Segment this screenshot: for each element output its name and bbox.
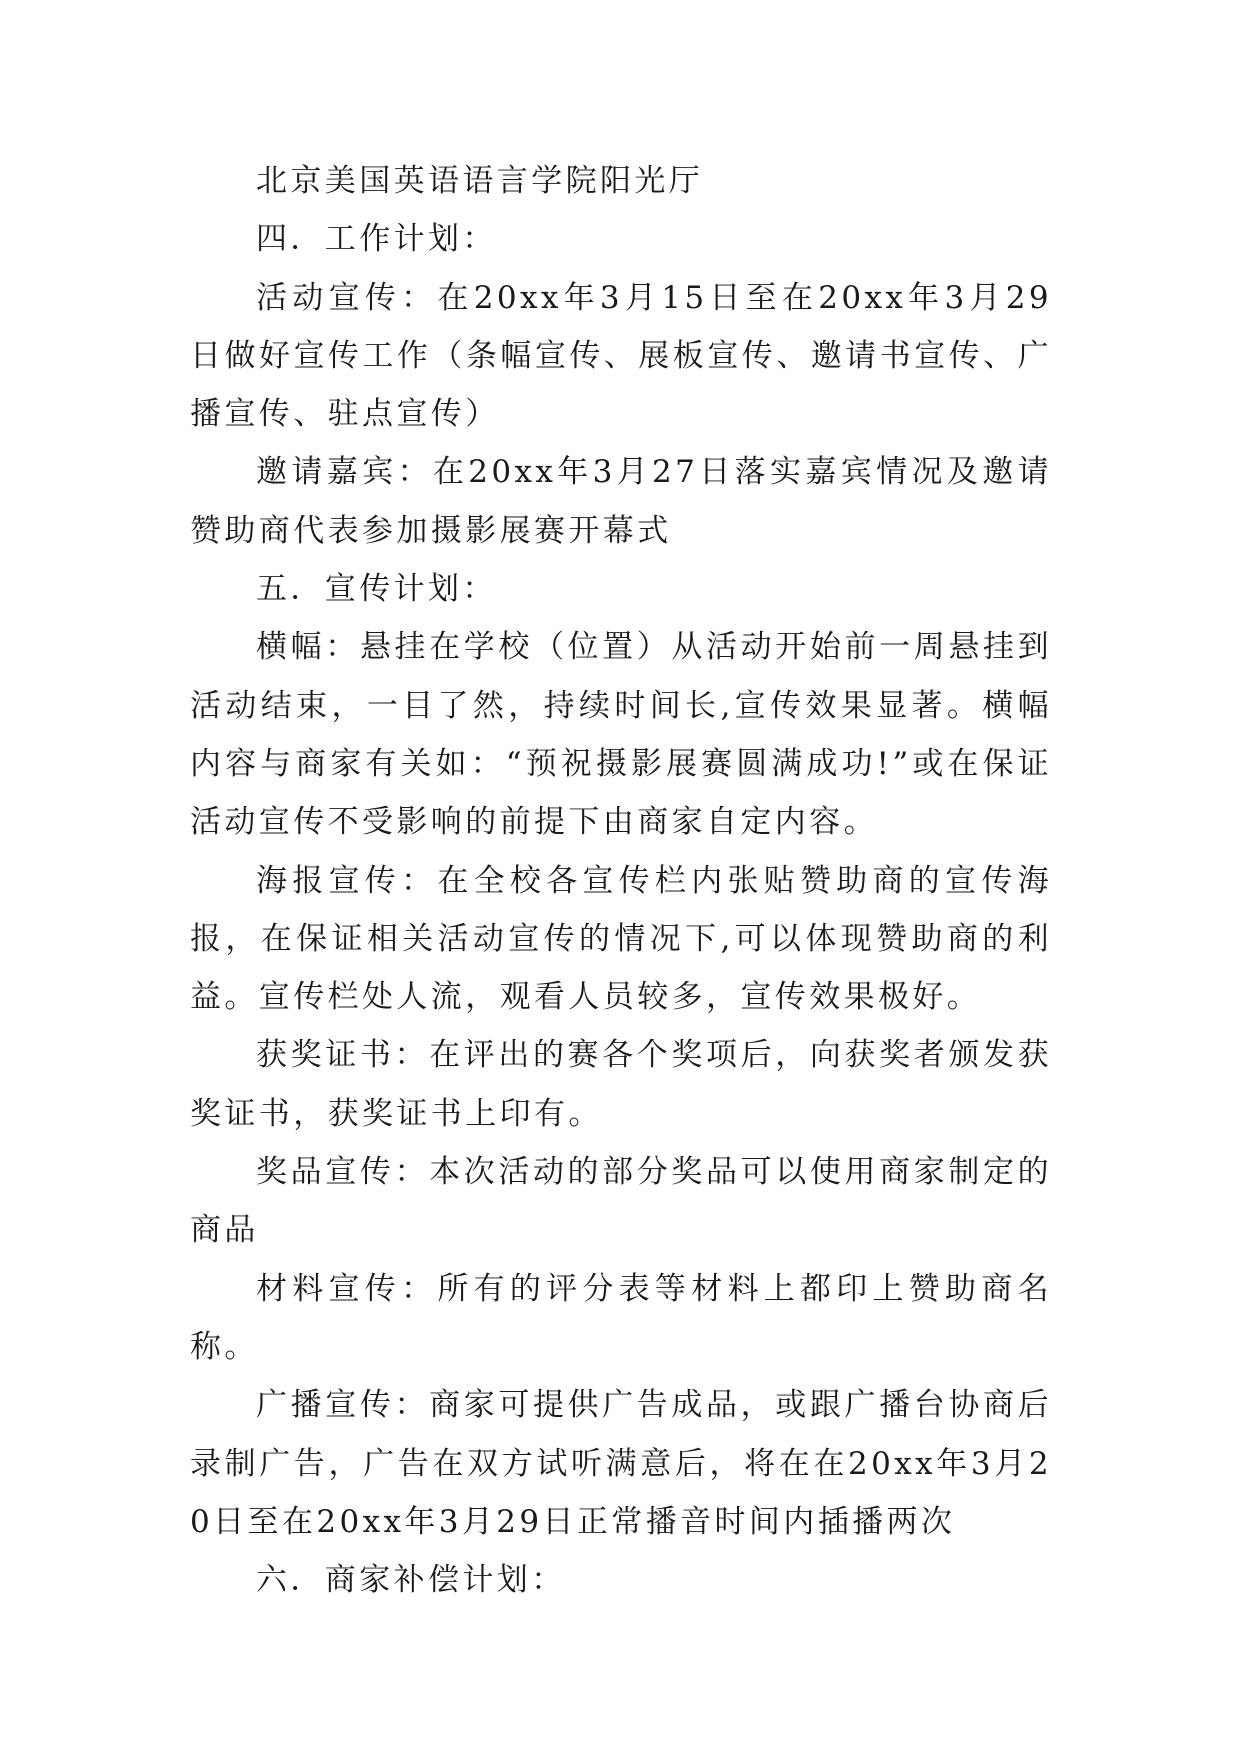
paragraph-activity-promotion: 活动宣传：在20xx年3月15日至在20xx年3月29日做好宣传工作（条幅宣传、展板宣传、邀请书宣传、广播宣传、驻点宣传） (190, 279, 1052, 433)
paragraph-poster: 海报宣传：在全校各宣传栏内张贴赞助商的宣传海报，在保证相关活动宣传的情况下,可以体现赞助商的利益。宣传栏处人流，观看人员较多，宣传效果极好。 (190, 862, 1052, 1016)
heading-compensation-plan: 六．商家补偿计划： (256, 1562, 566, 1599)
heading-work-plan: 四．工作计划： (256, 221, 497, 258)
paragraph-materials: 材料宣传：所有的评分表等材料上都印上赞助商名称。 (190, 1270, 1052, 1365)
paragraph-venue: 北京美国英语语言学院阳光厅 (256, 163, 704, 199)
document-body (190, 152, 1052, 1609)
paragraph-certificate: 获奖证书：在评出的赛各个奖项后，向获奖者颁发获奖证书，获奖证书上印有。 (190, 1037, 1052, 1132)
heading-promotion-plan: 五．宣传计划： (256, 571, 497, 608)
paragraph-prize: 奖品宣传：本次活动的部分奖品可以使用商家制定的商品 (190, 1154, 1052, 1249)
paragraph-broadcast: 广播宣传：商家可提供广告成品，或跟广播台协商后录制广告，广告在双方试听满意后，将在在20xx年3月20日至在20xx年3月29日正常播音时间内插播两次 (190, 1387, 1052, 1540)
paragraph-invite-guests: 邀请嘉宾：在20xx年3月27日落实嘉宾情况及邀请赞助商代表参加摄影展赛开幕式 (190, 454, 1052, 549)
paragraph-banner: 横幅：悬挂在学校（位置）从活动开始前一周悬挂到活动结束，一目了然，持续时间长,宣传效果显著。横幅内容与商家有关如：“预祝摄影展赛圆满成功!”或在保证活动宣传不受影响的前提下由商家自定内容。 (190, 629, 1052, 841)
